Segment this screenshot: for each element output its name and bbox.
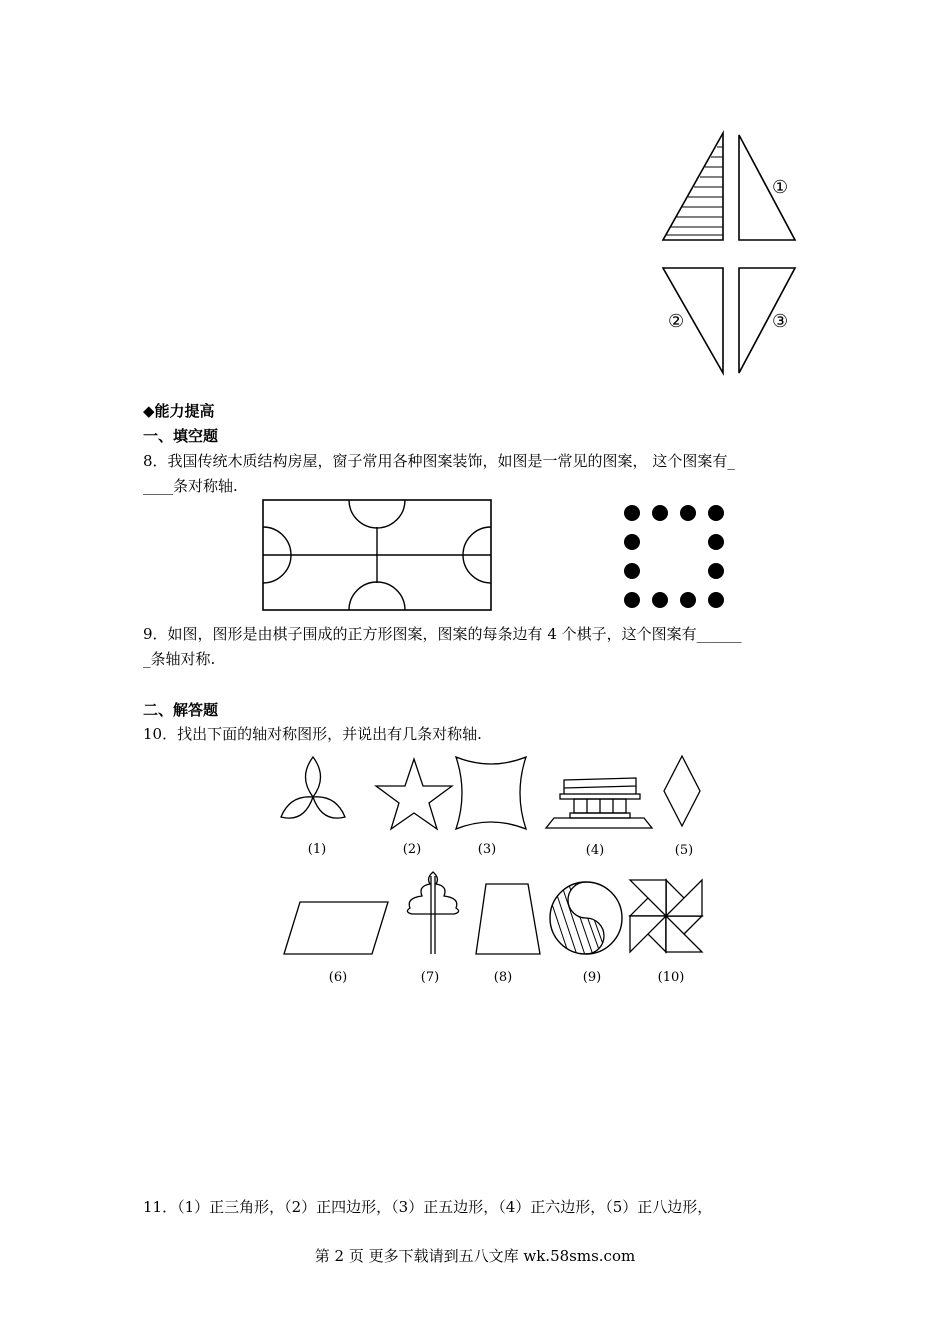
- question-8-line1: 8．我国传统木质结构房屋，窗子常用各种图案装饰，如图是一常见的图案， 这个图案有_: [143, 452, 735, 470]
- figure-caption-9: (9): [582, 970, 602, 985]
- section-subheading-answer: 二、解答题: [143, 701, 219, 719]
- question-11: 11．（1）正三角形，（2）正四边形，（3）正五边形，（4）正六边形，（5）正八边形，: [143, 1198, 713, 1216]
- figure-caption-4: (4): [585, 843, 605, 858]
- section-subheading-fill-blank: 一、填空题: [143, 427, 219, 445]
- triangle-label-3: ③: [772, 311, 789, 332]
- triangle-figure-drawing: [655, 125, 805, 380]
- chess-pieces-square-figure: [622, 503, 727, 608]
- figure-caption-1: (1): [307, 842, 327, 857]
- question-8-line2: ____条对称轴.: [143, 477, 238, 495]
- figure-3-curved-square: [452, 753, 530, 833]
- figure-6-parallelogram: [280, 898, 392, 958]
- figure-2-star: [374, 757, 454, 829]
- figure-7-tree: [400, 868, 466, 956]
- figure-caption-3: (3): [477, 842, 497, 857]
- triangle-label-1: ①: [772, 177, 789, 198]
- figure-4-building: [544, 776, 654, 830]
- page-footer: 第 2 页 更多下载请到五八文库 wk.58sms.com: [314, 1247, 636, 1265]
- figure-caption-6: (6): [328, 970, 348, 985]
- figure-8-trapezoid: [472, 880, 544, 958]
- figure-5-rhombus: [660, 754, 704, 829]
- question-10: 10．找出下面的轴对称图形，并说出有几条对称轴.: [143, 725, 482, 743]
- figure-9-yin-yang: [546, 878, 626, 958]
- figure-caption-10: (10): [657, 970, 685, 985]
- figure-caption-2: (2): [402, 842, 422, 857]
- figure-1-trefoil: [278, 755, 348, 827]
- figure-caption-5: (5): [674, 843, 694, 858]
- figure-caption-7: (7): [420, 970, 440, 985]
- question-9-line1: 9．如图，图形是由棋子围成的正方形图案，图案的每条边有 4 个棋子，这个图案有______: [143, 625, 742, 643]
- figure-10-pinwheel: [628, 878, 704, 954]
- figure-caption-8: (8): [493, 970, 513, 985]
- section-heading-ability: ◆能力提高: [143, 402, 215, 420]
- triangle-label-2: ②: [668, 311, 685, 332]
- window-pattern-figure: [262, 499, 492, 611]
- question-9-line2: _条轴对称.: [143, 650, 216, 668]
